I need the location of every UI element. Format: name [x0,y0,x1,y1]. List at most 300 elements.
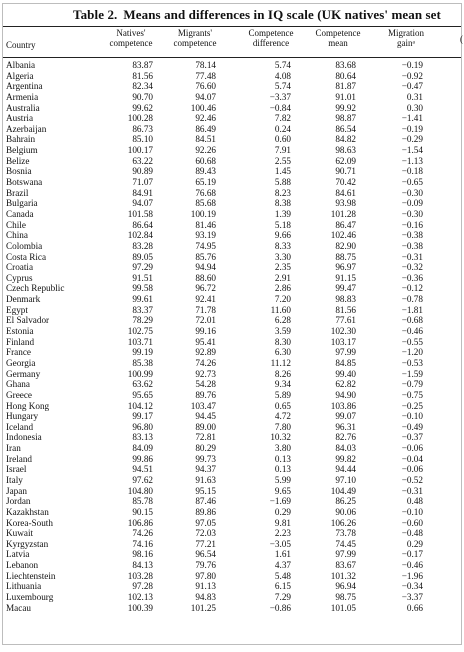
country-cell: Finland [6,336,35,347]
mean-cell: 90.71 [335,166,356,177]
country-cell: Belize [6,155,30,166]
mean-cell: 86.47 [335,219,356,230]
migrants-cell: 77.21 [195,538,216,549]
table-row [3,592,461,603]
mean-cell: 84.61 [335,187,356,198]
country-cell: Canada [6,208,34,219]
country-cell: Belgium [6,145,38,156]
gain-cell: −0.65 [401,177,423,188]
gain-cell: 0.29 [406,538,423,549]
difference-cell: 11.12 [270,357,291,368]
natives-cell: 99.19 [132,347,153,358]
difference-cell: 11.60 [270,304,291,315]
header-gain-line1: Migration [388,28,424,38]
natives-cell: 100.39 [127,602,153,613]
migrants-cell: 100.46 [190,102,216,113]
table-row [3,379,461,390]
header-gain [388,29,424,57]
difference-cell: 4.08 [274,70,291,81]
table-row [3,124,461,135]
table-row [3,326,461,337]
mean-cell: 96.97 [335,262,356,273]
mean-cell: 101.32 [330,570,356,581]
natives-cell: 90.15 [132,506,153,517]
difference-cell: 7.20 [274,294,291,305]
migrants-cell: 94.45 [195,411,216,422]
mean-cell: 98.75 [335,592,356,603]
mean-cell: 104.49 [330,485,356,496]
natives-cell: 83.28 [132,240,153,251]
gain-cell: −0.31 [401,485,423,496]
migrants-cell: 95.15 [195,485,216,496]
natives-cell: 85.10 [132,134,153,145]
table-row [3,496,461,507]
country-cell: Indonesia [6,432,42,443]
header-mean [316,29,361,57]
mean-cell: 99.40 [335,368,356,379]
header-mean-line2: mean [328,37,348,48]
gain-cell: −0.25 [401,400,423,411]
difference-cell: 9.34 [274,379,291,390]
natives-cell: 99.17 [132,411,153,422]
gain-cell: −0.32 [401,262,423,273]
migrants-cell: 89.76 [195,389,216,400]
gain-cell: −0.60 [401,517,423,528]
difference-cell: 2.35 [274,262,291,273]
difference-cell: 8.26 [274,368,291,379]
header-country: Country [6,40,36,50]
gain-cell: −0.92 [401,70,423,81]
country-cell: Jordan [6,496,31,507]
gain-cell: −0.31 [401,251,423,262]
country-cell: Egypt [6,304,28,315]
difference-cell: 0.29 [274,506,291,517]
gain-cell: −0.48 [401,528,423,539]
gain-cell: −1.59 [401,368,423,379]
country-cell: Cyprus [6,272,33,283]
difference-cell: −3.05 [269,538,291,549]
mean-cell: 62.09 [335,155,356,166]
gain-cell: −0.12 [401,283,423,294]
migrants-cell: 60.68 [195,155,216,166]
natives-cell: 97.62 [132,474,153,485]
table-row [3,113,461,124]
country-cell: Bosnia [6,166,32,177]
mean-cell: 96.94 [335,581,356,592]
natives-cell: 95.65 [132,389,153,400]
natives-cell: 104.80 [127,485,153,496]
gain-cell: −0.06 [401,464,423,475]
table-caption: Means and differences in IQ scale (UK natives' mean set [123,7,441,22]
difference-cell: 3.30 [274,251,291,262]
migrants-cell: 79.76 [195,560,216,571]
gain-cell: −0.19 [401,123,423,134]
table-row [3,209,461,220]
table-row [3,581,461,592]
gain-cell: 0.31 [406,91,423,102]
natives-cell: 97.28 [132,581,153,592]
country-cell: Georgia [6,357,36,368]
mean-cell: 82.76 [335,432,356,443]
migrants-cell: 97.05 [195,517,216,528]
natives-cell: 86.73 [132,123,153,134]
mean-cell: 88.75 [335,251,356,262]
gain-cell: −1.20 [401,347,423,358]
header-migrants-line1: Migrants' [177,28,213,38]
difference-cell: 0.60 [274,134,291,145]
difference-cell: 9.66 [274,230,291,241]
difference-cell: 3.59 [274,326,291,337]
difference-cell: 8.33 [274,240,291,251]
country-cell: Ghana [6,379,30,390]
difference-cell: 9.65 [274,485,291,496]
migrants-cell: 65.19 [195,177,216,188]
mean-cell: 80.64 [335,70,356,81]
migrants-cell: 96.54 [195,549,216,560]
mean-cell: 99.07 [335,411,356,422]
gain-cell: −1.54 [401,145,423,156]
table-row [3,241,461,252]
table-row [3,571,461,582]
difference-cell: 8.38 [274,198,291,209]
header-rule [3,57,461,58]
mean-cell: 73.78 [335,528,356,539]
difference-cell: 0.24 [274,123,291,134]
table-body [3,60,461,613]
migrants-cell: 92.41 [195,294,216,305]
table-page [2,3,462,645]
difference-cell: 7.29 [274,592,291,603]
country-cell: Liechtenstein [6,570,56,581]
natives-cell: 83.87 [132,60,153,70]
gain-cell: −0.10 [401,506,423,517]
country-cell: Luxembourg [6,592,54,603]
migrants-cell: 94.37 [195,464,216,475]
mean-cell: 90.06 [335,506,356,517]
natives-cell: 106.86 [127,517,153,528]
header-difference-line2: difference [252,37,290,48]
difference-cell: 0.13 [274,453,291,464]
migrants-cell: 74.95 [195,240,216,251]
gain-cell: −0.34 [401,581,423,592]
country-cell: Colombia [6,240,43,251]
country-cell: Japan [6,485,27,496]
difference-cell: 1.45 [274,166,291,177]
migrants-cell: 87.46 [195,496,216,507]
natives-cell: 85.38 [132,357,153,368]
difference-cell: 5.74 [274,81,291,92]
migrants-cell: 97.80 [195,570,216,581]
migrants-cell: 92.46 [195,113,216,124]
natives-cell: 102.13 [127,592,153,603]
country-cell: Ireland [6,453,33,464]
migrants-cell: 91.63 [195,474,216,485]
natives-cell: 86.64 [132,219,153,230]
migrants-cell: 81.46 [195,219,216,230]
difference-cell: 4.37 [274,560,291,571]
gain-cell: −0.09 [401,198,423,209]
mean-cell: 102.46 [330,230,356,241]
natives-cell: 81.56 [132,70,153,81]
mean-cell: 103.86 [330,400,356,411]
header-gain-line2: gainᵃ [397,37,415,48]
gain-cell: −0.10 [401,411,423,422]
natives-cell: 100.17 [127,145,153,156]
country-cell: Denmark [6,294,41,305]
difference-cell: 8.30 [274,336,291,347]
difference-cell: 5.89 [274,389,291,400]
difference-cell: −0.84 [269,102,291,113]
mean-cell: 96.31 [335,421,356,432]
gain-cell: −0.53 [401,357,423,368]
migrants-cell: 91.13 [195,581,216,592]
mean-cell: 84.03 [335,443,356,454]
gain-cell: −0.38 [401,230,423,241]
difference-cell: 7.80 [274,421,291,432]
table-row [3,390,461,401]
table-row [3,71,461,82]
gain-cell: −0.06 [401,443,423,454]
mean-cell: 106.26 [330,517,356,528]
gain-cell: −0.16 [401,219,423,230]
mean-cell: 82.90 [335,240,356,251]
table-row [3,262,461,273]
table-row [3,432,461,443]
gain-cell: −0.30 [401,187,423,198]
gain-cell: −1.96 [401,570,423,581]
table-row [3,443,461,454]
table-row [3,315,461,326]
country-cell: Brazil [6,187,29,198]
table-row [3,518,461,529]
country-cell: Estonia [6,326,34,337]
migrants-cell: 85.76 [195,251,216,262]
mean-cell: 86.54 [335,123,356,134]
header-natives-line1: Natives' [116,28,146,38]
mean-cell: 81.56 [335,304,356,315]
difference-cell: 9.81 [274,517,291,528]
difference-cell: 2.86 [274,283,291,294]
country-cell: Argentina [6,81,43,92]
migrants-cell: 76.68 [195,187,216,198]
mean-cell: 84.85 [335,357,356,368]
country-cell: Algeria [6,70,34,81]
mean-cell: 94.44 [335,464,356,475]
table-title [73,7,441,23]
mean-cell: 74.45 [335,538,356,549]
migrants-cell: 103.47 [190,400,216,411]
gain-cell: −0.46 [401,326,423,337]
table-row [3,475,461,486]
natives-cell: 83.37 [132,304,153,315]
natives-cell: 103.71 [127,336,153,347]
mean-cell: 62.82 [335,379,356,390]
mean-cell: 97.99 [335,347,356,358]
migrants-cell: 101.25 [190,602,216,613]
difference-cell: 5.99 [274,474,291,485]
migrants-cell: 86.49 [195,123,216,134]
difference-cell: 6.28 [274,315,291,326]
gain-cell: −0.37 [401,432,423,443]
difference-cell: 0.13 [274,464,291,475]
migrants-cell: 93.19 [195,230,216,241]
natives-cell: 84.09 [132,443,153,454]
country-cell: Czech Republic [6,283,65,294]
mean-cell: 99.92 [335,102,356,113]
migrants-cell: 88.60 [195,272,216,283]
migrants-cell: 85.68 [195,198,216,209]
difference-cell: 3.80 [274,443,291,454]
migrants-cell: 89.86 [195,506,216,517]
mean-cell: 81.87 [335,81,356,92]
gain-cell: −0.04 [401,453,423,464]
migrants-cell: 95.41 [195,336,216,347]
migrants-cell: 72.03 [195,528,216,539]
table-number: Table 2. [73,7,118,22]
migrants-cell: 78.14 [195,60,216,70]
country-cell: Israel [6,464,27,475]
country-cell: China [6,230,28,241]
difference-cell: 4.72 [274,411,291,422]
table-row [3,347,461,358]
mean-cell: 97.99 [335,549,356,560]
mean-cell: 97.10 [335,474,356,485]
country-cell: Armenia [6,91,39,102]
table-row [3,369,461,380]
natives-cell: 91.51 [132,272,153,283]
mean-cell: 86.25 [335,496,356,507]
natives-cell: 99.86 [132,453,153,464]
difference-cell: 2.91 [274,272,291,283]
header-difference [249,29,294,57]
natives-cell: 63.62 [132,379,153,390]
country-cell: Latvia [6,549,30,560]
natives-cell: 100.99 [127,368,153,379]
natives-cell: 103.28 [127,570,153,581]
migrants-cell: 74.26 [195,357,216,368]
edge-mark: ( [460,34,463,44]
mean-cell: 84.82 [335,134,356,145]
gain-cell: −0.38 [401,240,423,251]
migrants-cell: 80.29 [195,443,216,454]
migrants-cell: 54.28 [195,379,216,390]
migrants-cell: 72.81 [195,432,216,443]
mean-cell: 94.90 [335,389,356,400]
table-row [3,81,461,92]
natives-cell: 94.51 [132,464,153,475]
table-row [3,103,461,114]
mean-cell: 99.47 [335,283,356,294]
country-cell: Hungary [6,411,39,422]
difference-cell: 7.91 [274,145,291,156]
natives-cell: 74.26 [132,528,153,539]
natives-cell: 102.84 [127,230,153,241]
migrants-cell: 94.83 [195,592,216,603]
table-row [3,134,461,145]
table-row [3,273,461,284]
migrants-cell: 92.73 [195,368,216,379]
table-row [3,166,461,177]
natives-cell: 98.16 [132,549,153,560]
natives-cell: 99.58 [132,283,153,294]
header-migrants [174,29,217,57]
natives-cell: 104.12 [127,400,153,411]
difference-cell: 6.30 [274,347,291,358]
mean-cell: 98.87 [335,113,356,124]
gain-cell: −0.79 [401,379,423,390]
mean-cell: 91.01 [335,91,356,102]
mean-cell: 99.82 [335,453,356,464]
gain-cell: −0.52 [401,474,423,485]
natives-cell: 90.89 [132,166,153,177]
country-cell: Botswana [6,177,43,188]
country-cell: Chile [6,219,26,230]
difference-cell: 2.55 [274,155,291,166]
country-cell: Kuwait [6,528,34,539]
difference-cell: 5.18 [274,219,291,230]
difference-cell: 8.23 [274,187,291,198]
table-row [3,486,461,497]
table-row [3,188,461,199]
table-row [3,454,461,465]
country-cell: Korea-South [6,517,53,528]
difference-cell: 6.15 [274,581,291,592]
header-mean-line1: Competence [315,28,361,38]
table-row [3,337,461,348]
mean-cell: 102.30 [330,326,356,337]
mean-cell: 93.98 [335,198,356,209]
table-row [3,294,461,305]
gain-cell: −0.75 [401,389,423,400]
gain-cell: −0.17 [401,549,423,560]
country-cell: Azerbaijan [6,123,47,134]
country-cell: Croatia [6,262,34,273]
country-cell: Bahrain [6,134,36,145]
natives-cell: 96.80 [132,421,153,432]
country-cell: France [6,347,31,358]
mean-cell: 98.63 [335,145,356,156]
country-cell: Italy [6,474,23,485]
difference-cell: 2.23 [274,528,291,539]
country-cell: Australia [6,102,40,113]
migrants-cell: 99.73 [195,453,216,464]
natives-cell: 99.62 [132,102,153,113]
difference-cell: −1.69 [269,496,291,507]
difference-cell: 5.74 [274,60,291,70]
gain-cell: −3.37 [401,592,423,603]
gain-cell: −0.36 [401,272,423,283]
gain-cell: −0.46 [401,560,423,571]
difference-cell: 1.39 [274,208,291,219]
table-row [3,549,461,560]
natives-cell: 94.07 [132,198,153,209]
natives-cell: 83.13 [132,432,153,443]
country-cell: Greece [6,389,33,400]
natives-cell: 71.07 [132,177,153,188]
natives-cell: 99.61 [132,294,153,305]
mean-cell: 83.68 [335,60,356,70]
table-row [3,358,461,369]
table-row [3,252,461,263]
migrants-cell: 94.94 [195,262,216,273]
migrants-cell: 76.60 [195,81,216,92]
table-row [3,177,461,188]
table-row [3,145,461,156]
mean-cell: 70.42 [335,177,356,188]
table-row [3,603,461,614]
header-natives [110,29,153,57]
migrants-cell: 71.78 [195,304,216,315]
